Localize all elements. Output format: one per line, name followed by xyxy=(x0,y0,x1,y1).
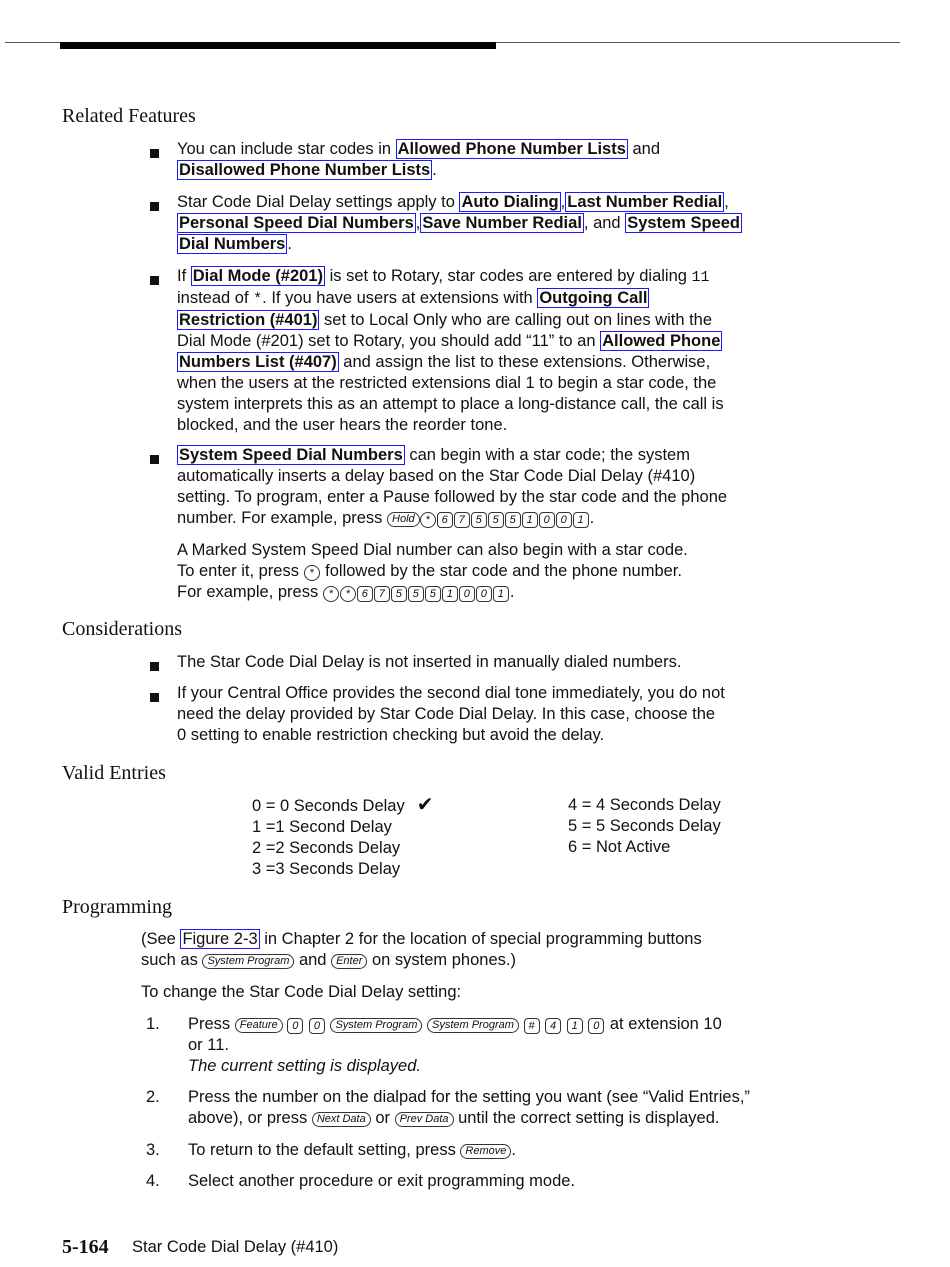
dial-key: # xyxy=(524,1018,540,1034)
section-heading-valid-entries: Valid Entries xyxy=(62,762,166,784)
link-system-speed-dial-numbers-cont[interactable]: Dial Numbers xyxy=(179,235,286,253)
dial-key: 1 xyxy=(442,586,458,602)
section-heading-programming: Programming xyxy=(62,896,172,918)
dial-sequence xyxy=(420,509,590,527)
link-outgoing-call-restriction-cont[interactable]: Restriction (#401) xyxy=(179,311,318,329)
dial-key: 5 xyxy=(408,586,424,602)
link-system-speed-dial-numbers[interactable]: System Speed xyxy=(627,214,741,232)
step-number: 3. xyxy=(146,1141,160,1159)
link-allowed-phone-numbers-list[interactable]: Allowed Phone xyxy=(602,332,721,350)
link-auto-dialing[interactable]: Auto Dialing xyxy=(461,193,559,211)
system-program-key: System Program xyxy=(330,1018,422,1033)
dial-key: 5 xyxy=(425,586,441,602)
step-number: 2. xyxy=(146,1088,160,1106)
header-bar xyxy=(60,42,496,49)
feature-key: Feature xyxy=(235,1018,283,1033)
hold-key: Hold xyxy=(387,512,420,527)
dial-key: 5 xyxy=(471,512,487,528)
bullet xyxy=(150,656,162,671)
link-figure-2-3[interactable]: Figure 2-3 xyxy=(182,930,258,948)
bullet xyxy=(150,270,162,285)
system-program-key: System Program xyxy=(427,1018,519,1033)
page-number: 5-164 xyxy=(62,1236,109,1258)
dial-key: 0 xyxy=(556,512,572,528)
valid-entries-right: 4 = 4 Seconds Delay 5 = 5 Seconds Delay 6 = Not Active xyxy=(568,796,721,856)
step-number: 4. xyxy=(146,1172,160,1190)
related-bullet-3: If Dial Mode (#201) is set to Rotary, star codes are entered by dialing 11 instead of *. If you have users at extensions with Outgoing Call Restriction (#401) set to Local Only who are calling out on lines with the Dial Mode (#201) set to Rotary, you should add “11” to an Allowed Phone Numbers List (#407) and assign the list to these extensions. Otherwise, when the users at the restricted extensions dial 1 to begin a star code, the system interprets this as an attempt to place a long-distance call, the call is blocked, and the user hears the reorder tone. xyxy=(177,267,724,434)
dial-key: 5 xyxy=(391,586,407,602)
programming-intro: To change the Star Code Dial Delay setting: xyxy=(141,983,462,1001)
step-number: 1. xyxy=(146,1015,160,1033)
step-2: Press the number on the dialpad for the setting you want (see “Valid Entries,” above), or press Next Data or Prev Data until the correct setting is displayed. xyxy=(188,1088,750,1127)
link-last-number-redial[interactable]: Last Number Redial xyxy=(567,193,723,211)
dial-key: 7 xyxy=(454,512,470,528)
dial-key: 1 xyxy=(493,586,509,602)
link-save-number-redial[interactable]: Save Number Redial xyxy=(422,214,582,232)
next-data-key: Next Data xyxy=(312,1112,371,1127)
star-key: * xyxy=(420,512,436,528)
star-key: * xyxy=(304,565,320,581)
remove-key: Remove xyxy=(460,1144,511,1159)
consideration-2: If your Central Office provides the second dial tone immediately, you do not need the delay provided by Star Code Dial Delay. In this case, choose the 0 setting to enable restriction checking but avoid the delay. xyxy=(177,684,725,744)
link-outgoing-call-restriction[interactable]: Outgoing Call xyxy=(539,289,648,307)
dial-key: 1 xyxy=(522,512,538,528)
enter-key: Enter xyxy=(331,954,367,969)
dial-key: 1 xyxy=(573,512,589,528)
related-bullet-1: You can include star codes in Allowed Phone Number Lists and Disallowed Phone Number Lists . xyxy=(177,140,661,179)
star-key: * xyxy=(340,586,356,602)
related-bullet-2: Star Code Dial Delay settings apply to Auto Dialing , Last Number Redial , Personal Speed Dial Numbers , Save Number Redial , and System Speed Dial Numbers . xyxy=(177,193,741,253)
bullet xyxy=(150,196,162,211)
footer-title: Star Code Dial Delay (#410) xyxy=(132,1238,339,1256)
dial-key: 5 xyxy=(488,512,504,528)
default-check-icon: ✔ xyxy=(416,794,434,816)
bullet xyxy=(150,449,162,464)
section-heading-related: Related Features xyxy=(62,105,196,127)
dial-key: 0 xyxy=(588,1018,604,1034)
dial-key: 0 xyxy=(309,1018,325,1034)
bullet xyxy=(150,143,162,158)
programming-note: (See Figure 2-3 in Chapter 2 for the location of special programming buttons such as System Program and Enter on system phones.) xyxy=(141,930,702,969)
system-program-key: System Program xyxy=(202,954,294,969)
dial-key: 0 xyxy=(459,586,475,602)
consideration-1: The Star Code Dial Delay is not inserted in manually dialed numbers. xyxy=(177,653,682,671)
link-allowed-phone-numbers-list-cont[interactable]: Numbers List (#407) xyxy=(179,353,337,371)
step-3: To return to the default setting, press Remove . xyxy=(188,1141,516,1159)
prev-data-key: Prev Data xyxy=(395,1112,454,1127)
star-key: * xyxy=(323,586,339,602)
marked-speed-dial-paragraph: A Marked System Speed Dial number can also begin with a star code. To enter it, press * followed by the star code and the phone number. For example, press * * 6 7 5 5 5 1 0 0 1 . xyxy=(177,541,688,601)
dial-sequence xyxy=(323,583,510,601)
section-heading-considerations: Considerations xyxy=(62,618,182,640)
link-dial-mode[interactable]: Dial Mode (#201) xyxy=(192,267,323,285)
step-4: Select another procedure or exit programming mode. xyxy=(188,1172,576,1190)
step-1: Press Feature 0 0 System Program System Program # 4 1 0 at extension 10 or 11. The current setting is displayed. xyxy=(188,1015,722,1075)
dial-key: 7 xyxy=(374,586,390,602)
link-personal-speed-dial-numbers[interactable]: Personal Speed Dial Numbers xyxy=(179,214,414,232)
dial-key: 6 xyxy=(437,512,453,528)
dial-key: 5 xyxy=(505,512,521,528)
dial-key: 1 xyxy=(567,1018,583,1034)
valid-entries-left: 0 = 0 Seconds Delay ✔ 1 =1 Second Delay 2 =2 Seconds Delay 3 =3 Seconds Delay xyxy=(252,794,434,878)
bullet xyxy=(150,687,162,702)
related-bullet-4: System Speed Dial Numbers can begin with a star code; the system automatically inserts a delay based on the Star Code Dial Delay (#410) setting. To program, enter a Pause followed by the star code and the phone number. For example, press Hold * 6 7 5 5 5 1 0 0 1 . xyxy=(177,446,728,527)
dial-key: 0 xyxy=(539,512,555,528)
dial-key: 0 xyxy=(476,586,492,602)
dial-key: 4 xyxy=(545,1018,561,1034)
dial-key: 0 xyxy=(287,1018,303,1034)
link-system-speed-dial-numbers-2[interactable]: System Speed Dial Numbers xyxy=(179,446,403,464)
link-allowed-phone-number-lists[interactable]: Allowed Phone Number Lists xyxy=(397,140,626,158)
link-disallowed-phone-number-lists[interactable]: Disallowed Phone Number Lists xyxy=(179,161,431,179)
dial-key: 6 xyxy=(357,586,373,602)
